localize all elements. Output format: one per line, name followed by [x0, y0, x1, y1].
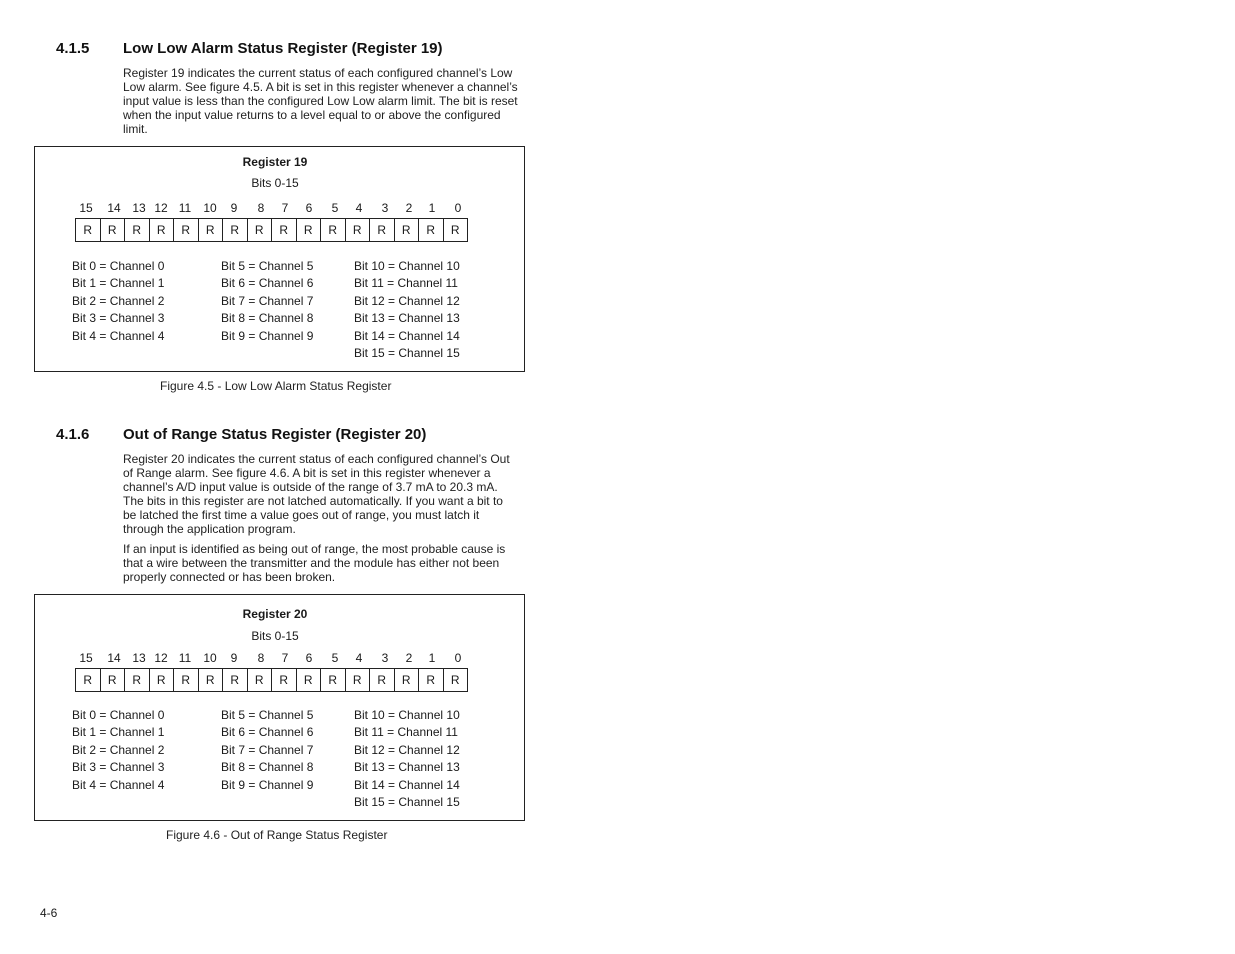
- legend-item: Bit 4 = Channel 4: [72, 328, 165, 343]
- register-cells: [75, 668, 468, 692]
- bit-number: 11: [178, 651, 192, 665]
- register-cell: R: [346, 219, 371, 241]
- bit-number: 12: [154, 651, 168, 665]
- register-cell: R: [199, 219, 224, 241]
- register-cell: R: [370, 219, 395, 241]
- bit-number: 5: [331, 651, 339, 665]
- bit-number: 8: [257, 201, 265, 215]
- bit-number: 4: [355, 651, 363, 665]
- register-cell: R: [395, 219, 420, 241]
- legend-item: Bit 12 = Channel 12: [354, 742, 460, 757]
- register-cells: [75, 218, 468, 242]
- legend-item: Bit 11 = Channel 11: [354, 276, 458, 291]
- register-subtitle: Bits 0-15: [251, 176, 299, 190]
- register-cell: R: [174, 219, 199, 241]
- register-cell: R: [101, 669, 126, 691]
- legend-item: Bit 7 = Channel 7: [221, 293, 314, 308]
- register-subtitle: Bits 0-15: [251, 629, 299, 643]
- register-cell: R: [174, 669, 199, 691]
- figure-caption: Figure 4.6 - Out of Range Status Register: [166, 828, 388, 842]
- register-cell: R: [346, 669, 371, 691]
- legend-item: Bit 0 = Channel 0: [72, 259, 165, 273]
- register-cell: R: [150, 219, 175, 241]
- bit-number: 2: [405, 651, 413, 665]
- legend-item: Bit 15 = Channel 15: [354, 794, 460, 809]
- section-title: Low Low Alarm Status Register (Register 19): [123, 40, 443, 57]
- legend-column-2: [221, 258, 313, 345]
- bit-number: 12: [154, 201, 168, 215]
- legend-column-1: [72, 707, 164, 794]
- section-number: 4.1.5: [56, 40, 90, 57]
- register-cell: R: [125, 669, 150, 691]
- legend-item: Bit 15 = Channel 15: [354, 345, 460, 360]
- legend-item: Bit 9 = Channel 9: [221, 328, 314, 343]
- register-title: Register 19: [242, 155, 308, 169]
- register-cell: R: [248, 669, 273, 691]
- register-cell: R: [125, 219, 150, 241]
- legend-item: Bit 10 = Channel 10: [354, 708, 460, 722]
- legend-column-3: [354, 258, 460, 362]
- register-cell: R: [395, 669, 420, 691]
- bit-number-row: [35, 651, 524, 667]
- legend-item: Bit 3 = Channel 3: [72, 311, 165, 326]
- legend-item: Bit 7 = Channel 7: [221, 742, 314, 757]
- legend-item: Bit 1 = Channel 1: [72, 725, 165, 740]
- register-cell: R: [76, 219, 101, 241]
- register-cell: R: [419, 219, 444, 241]
- body-paragraph: Register 20 indicates the current status of each configured channel’s Out of Range alarm. See figure 4.6. A bit is set in this register whenever a channel’s A/D input value is outside of the range of 3.7 mA to 20.3 mA. The bits in this register are not latched automatically. If you want a bit to be latched the first time a value goes out of range, you must latch it through the application program.: [123, 452, 510, 536]
- bit-number: 5: [331, 201, 339, 215]
- bit-number: 2: [405, 201, 413, 215]
- bit-number: 10: [203, 201, 217, 215]
- legend-item: Bit 14 = Channel 14: [354, 777, 460, 792]
- legend-item: Bit 5 = Channel 5: [221, 259, 314, 273]
- register-cell: R: [370, 669, 395, 691]
- register-cell: R: [223, 219, 248, 241]
- register-cell: R: [321, 669, 346, 691]
- bit-number: 14: [107, 201, 121, 215]
- bit-number: 6: [305, 201, 313, 215]
- register-title: Register 20: [242, 607, 308, 621]
- register-cell: R: [419, 669, 444, 691]
- bit-number: 9: [230, 201, 238, 215]
- register-cell: R: [199, 669, 224, 691]
- register-cell: R: [272, 219, 297, 241]
- bit-number: 3: [381, 201, 389, 215]
- legend-column-3: [354, 707, 460, 811]
- bit-number: 4: [355, 201, 363, 215]
- register-cell: R: [297, 219, 322, 241]
- register-cell: R: [150, 669, 175, 691]
- register-cell: R: [321, 219, 346, 241]
- bit-number: 15: [79, 651, 93, 665]
- legend-item: Bit 14 = Channel 14: [354, 328, 460, 343]
- legend-item: Bit 13 = Channel 13: [354, 311, 460, 326]
- legend-item: Bit 4 = Channel 4: [72, 777, 165, 792]
- bit-number: 0: [454, 201, 462, 215]
- bit-number: 8: [257, 651, 265, 665]
- legend-item: Bit 8 = Channel 8: [221, 311, 314, 326]
- section-heading: [56, 40, 443, 57]
- bit-number: 9: [230, 651, 238, 665]
- register-cell: R: [297, 669, 322, 691]
- body-paragraph: Register 19 indicates the current status of each configured channel’s Low Low alarm. See figure 4.5. A bit is set in this register whenever a channel’s input value is less than the configured Low Low alarm limit. The bit is reset when the input value returns to a level equal to or above the configured limit.: [123, 66, 518, 136]
- bit-number: 15: [79, 201, 93, 215]
- legend-item: Bit 8 = Channel 8: [221, 760, 314, 775]
- bit-number: 11: [178, 201, 192, 215]
- register-figure: [34, 594, 525, 821]
- legend-item: Bit 11 = Channel 11: [354, 725, 458, 740]
- register-cell: R: [444, 669, 469, 691]
- bit-number: 7: [281, 201, 289, 215]
- bit-number: 6: [305, 651, 313, 665]
- bit-number: 13: [132, 651, 146, 665]
- register-cell: R: [223, 669, 248, 691]
- bit-number: 0: [454, 651, 462, 665]
- figure-caption: Figure 4.5 - Low Low Alarm Status Register: [160, 379, 392, 393]
- page-number: 4-6: [40, 906, 58, 920]
- bit-number: 13: [132, 201, 146, 215]
- legend-item: Bit 9 = Channel 9: [221, 777, 314, 792]
- register-cell: R: [248, 219, 273, 241]
- bit-number: 10: [203, 651, 217, 665]
- section-heading: [56, 426, 426, 443]
- register-cell: R: [272, 669, 297, 691]
- bit-number-row: [35, 201, 524, 217]
- legend-item: Bit 12 = Channel 12: [354, 293, 460, 308]
- register-cell: R: [101, 219, 126, 241]
- bit-number: 3: [381, 651, 389, 665]
- legend-item: Bit 2 = Channel 2: [72, 293, 165, 308]
- legend-item: Bit 10 = Channel 10: [354, 259, 460, 273]
- legend-item: Bit 3 = Channel 3: [72, 760, 165, 775]
- legend-column-1: [72, 258, 164, 345]
- bit-number: 1: [428, 651, 436, 665]
- legend-item: Bit 5 = Channel 5: [221, 708, 314, 722]
- bit-number: 1: [428, 201, 436, 215]
- body-paragraph: If an input is identified as being out of range, the most probable cause is that a wire between the transmitter and the module has either not been properly connected or has been broken.: [123, 542, 506, 584]
- legend-item: Bit 13 = Channel 13: [354, 760, 460, 775]
- legend-column-2: [221, 707, 313, 794]
- legend-item: Bit 2 = Channel 2: [72, 742, 165, 757]
- bit-number: 14: [107, 651, 121, 665]
- register-cell: R: [444, 219, 469, 241]
- legend-item: Bit 1 = Channel 1: [72, 276, 165, 291]
- legend-item: Bit 6 = Channel 6: [221, 276, 314, 291]
- register-cell: R: [76, 669, 101, 691]
- register-figure: [34, 146, 525, 372]
- section-title: Out of Range Status Register (Register 20): [123, 426, 427, 443]
- legend-item: Bit 6 = Channel 6: [221, 725, 314, 740]
- section-number: 4.1.6: [56, 426, 90, 443]
- bit-number: 7: [281, 651, 289, 665]
- legend-item: Bit 0 = Channel 0: [72, 708, 165, 722]
